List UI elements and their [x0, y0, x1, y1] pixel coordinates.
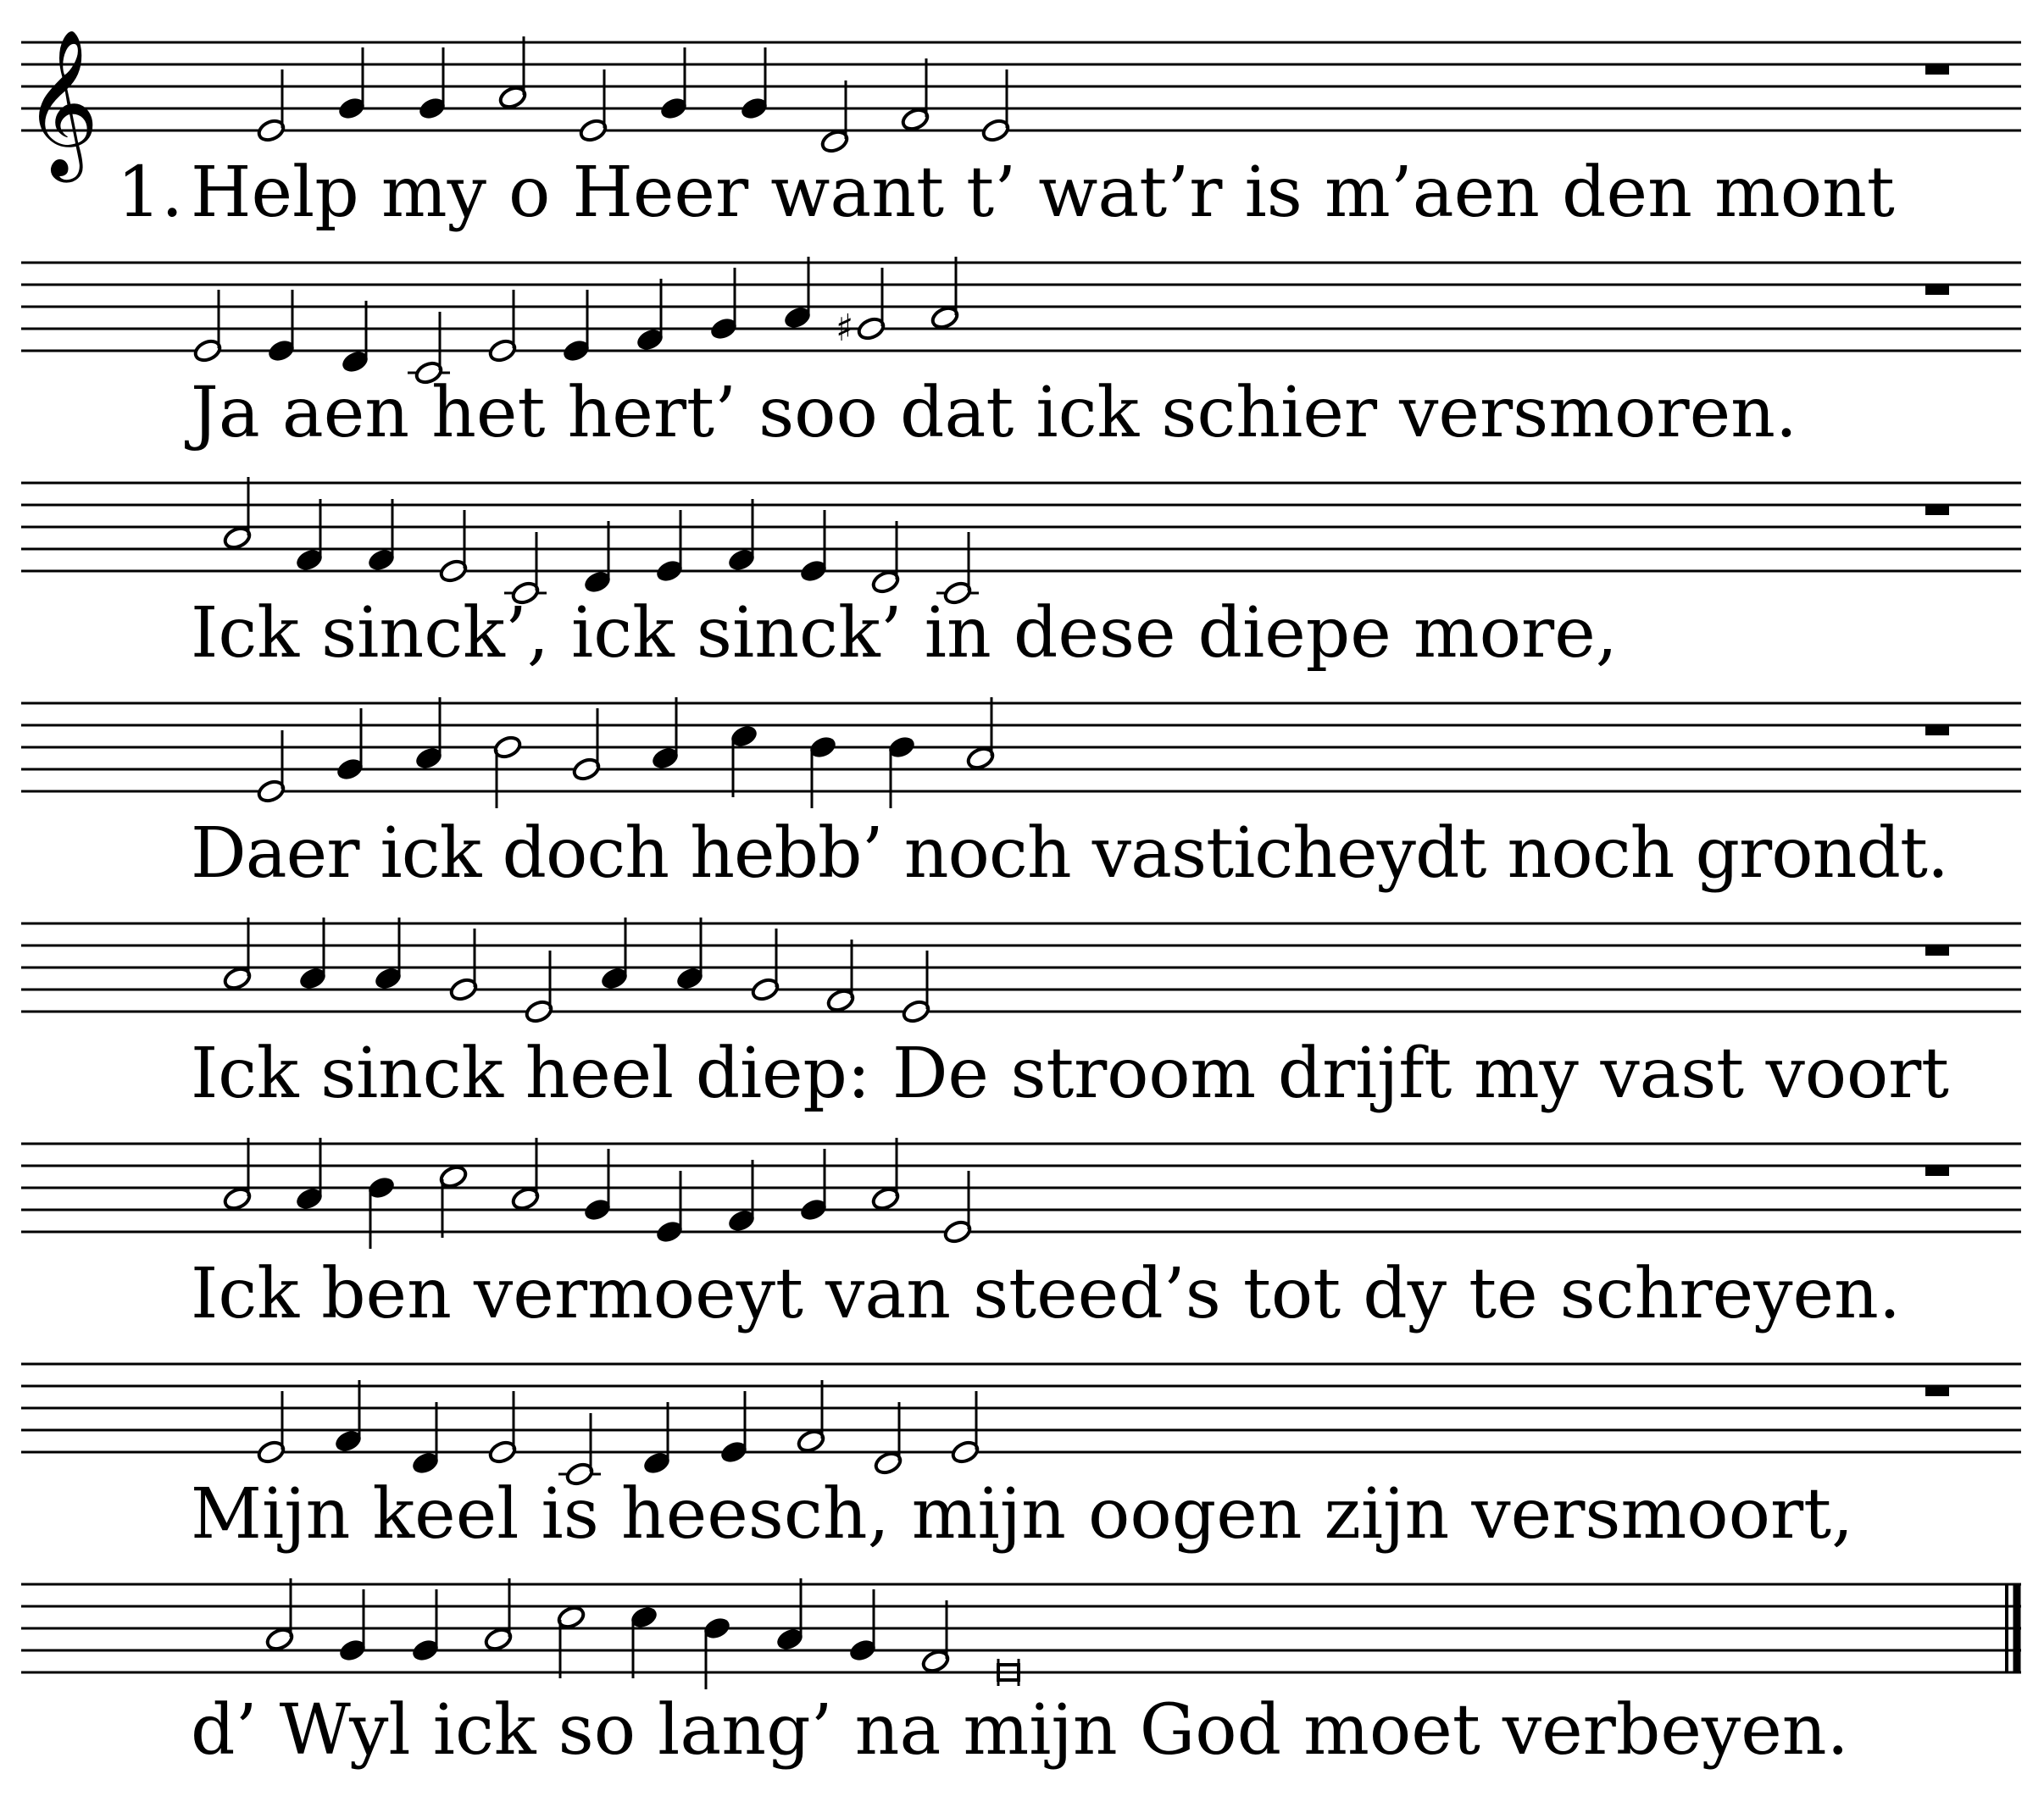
note — [582, 521, 613, 595]
note — [571, 708, 602, 782]
half-rest — [1925, 64, 1949, 75]
note — [739, 47, 769, 121]
note — [256, 1391, 286, 1465]
note — [448, 929, 479, 1002]
note — [629, 1605, 659, 1678]
note — [497, 36, 528, 110]
note — [654, 1171, 685, 1245]
note — [264, 1578, 295, 1652]
note — [556, 1605, 586, 1678]
note — [256, 730, 286, 804]
note — [487, 290, 518, 363]
note — [492, 735, 523, 808]
note — [920, 1600, 951, 1674]
note — [782, 257, 813, 330]
lyric-line: Mijn keel is heesch, mijn oogen zijn versmoort, — [191, 1474, 1854, 1555]
note — [847, 1589, 878, 1663]
note — [410, 1402, 441, 1476]
note — [561, 290, 592, 363]
note — [750, 929, 780, 1002]
note — [333, 1380, 364, 1454]
lyric-line: d’ Wyl ick so lang’ na mijn God moet verbeyen. — [191, 1690, 1849, 1771]
staff-system — [21, 29, 2021, 233]
note — [417, 47, 447, 121]
staff-system — [21, 697, 2021, 894]
note — [900, 58, 930, 132]
half-rest — [1925, 945, 1949, 956]
note — [873, 1402, 903, 1476]
note — [870, 521, 901, 595]
note — [222, 477, 253, 551]
note — [222, 918, 253, 991]
note — [798, 1149, 829, 1223]
note — [825, 940, 856, 1013]
note — [635, 279, 665, 352]
note — [297, 918, 328, 991]
note — [373, 918, 403, 991]
note — [337, 1589, 368, 1663]
note — [256, 69, 286, 143]
lyric-line: Help my o Heer want t’ wat’r is m’aen den mont — [191, 152, 1895, 233]
half-rest — [1925, 725, 1949, 735]
staff-system — [21, 1138, 2021, 1334]
note — [930, 257, 960, 330]
note — [414, 697, 444, 771]
note — [726, 1160, 757, 1234]
note — [675, 918, 705, 991]
note — [487, 1391, 518, 1465]
note — [582, 1149, 613, 1223]
note — [654, 510, 685, 584]
note — [335, 708, 365, 782]
note — [340, 301, 370, 374]
staff-system — [21, 477, 2021, 674]
note — [336, 47, 367, 121]
note — [796, 1380, 826, 1454]
note — [366, 499, 397, 573]
staff-system — [21, 1364, 2021, 1555]
note — [294, 1138, 325, 1211]
note — [438, 1164, 469, 1238]
note — [650, 697, 680, 771]
staff-system — [21, 257, 2021, 453]
note — [775, 1578, 805, 1652]
lyric-line: Ick sinck’, ick sinck’ in dese diepe more, — [191, 593, 1618, 674]
note — [510, 1138, 541, 1211]
note — [870, 1138, 901, 1211]
half-rest — [1925, 1166, 1949, 1176]
staff-system — [21, 1578, 2021, 1771]
note — [819, 80, 850, 154]
half-rest — [1925, 505, 1949, 515]
note — [524, 951, 554, 1024]
note — [294, 499, 325, 573]
lyric-line: Ick sinck heel diep: De stroom drijft my vast voort — [191, 1034, 1949, 1114]
note — [599, 918, 630, 991]
note — [410, 1589, 441, 1663]
sharp-sign: ♯ — [836, 307, 854, 350]
note — [658, 47, 689, 121]
lyric-line: Ick ben vermoeyt van steed’s tot dy te schreyen. — [191, 1254, 1901, 1334]
note — [222, 1138, 253, 1211]
half-rest — [1925, 285, 1949, 295]
staff-system — [21, 918, 2021, 1114]
note — [942, 1171, 973, 1245]
note — [719, 1391, 749, 1465]
note — [642, 1402, 672, 1476]
lyric-line: Daer ick doch hebb’ noch vasticheydt noch grondt. — [191, 813, 1949, 894]
note — [965, 697, 996, 771]
note — [708, 268, 739, 341]
note — [726, 499, 757, 573]
note — [702, 1616, 732, 1689]
half-rest — [1925, 1386, 1949, 1396]
note — [836, 268, 886, 350]
note — [886, 735, 917, 808]
note — [729, 724, 759, 797]
note — [980, 69, 1011, 143]
verse-number: 1. — [117, 152, 184, 233]
lyric-line: Ja aen het hert’ soo dat ick schier versmoren. — [191, 373, 1797, 453]
note — [808, 735, 838, 808]
note — [192, 290, 223, 363]
note — [578, 69, 608, 143]
treble-clef-icon: 𝄞 — [24, 29, 99, 176]
note — [366, 1175, 397, 1249]
note — [438, 510, 469, 584]
note — [266, 290, 297, 363]
note — [901, 951, 931, 1024]
note — [798, 510, 829, 584]
note — [483, 1578, 514, 1652]
note — [950, 1391, 980, 1465]
